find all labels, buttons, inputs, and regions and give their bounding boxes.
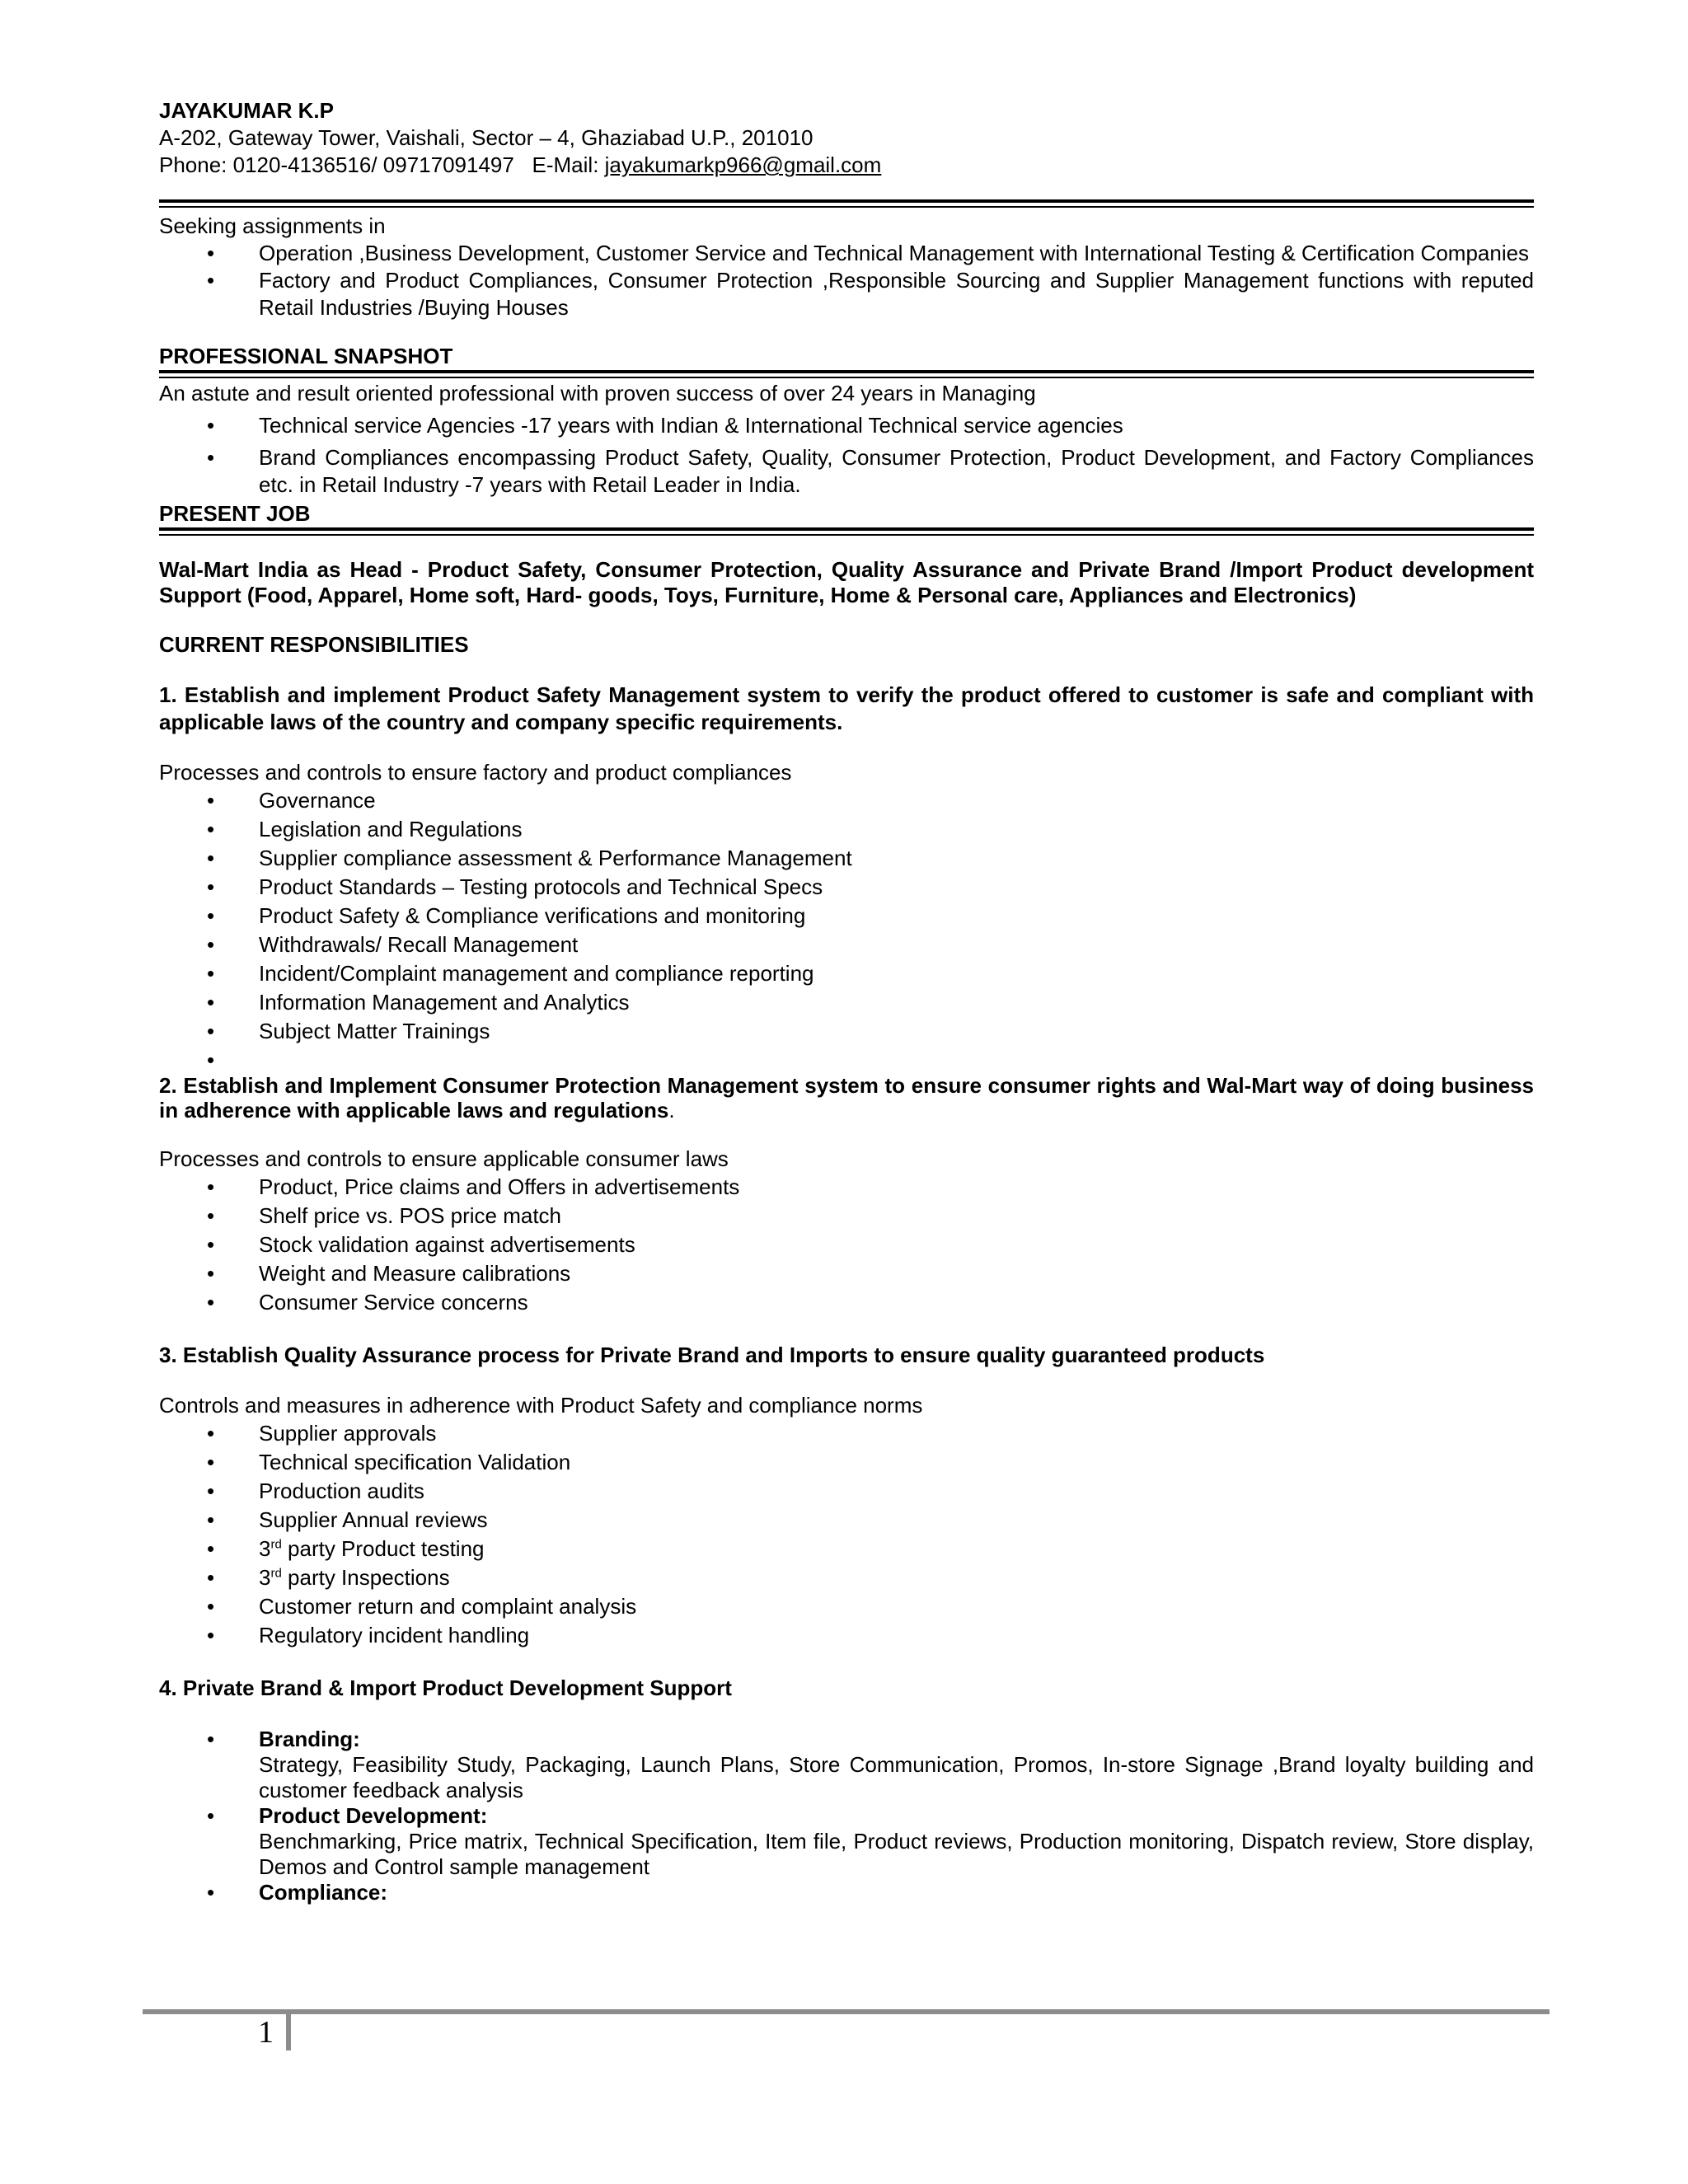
section-4-list xyxy=(159,1727,1534,1905)
branding-label: • Branding: xyxy=(259,1727,360,1751)
snapshot-list xyxy=(159,412,1534,499)
email-link[interactable]: jayakumarkp966@gmail.com xyxy=(604,152,882,177)
ordinal-number: 3 xyxy=(259,1565,271,1590)
list-item: • Information Management and Analytics xyxy=(159,988,1534,1017)
list-item: • Supplier compliance assessment & Performance Management xyxy=(159,844,1534,873)
section-4-title: 4. Private Brand & Import Product Development Support xyxy=(159,1675,732,1700)
list-item: • Product Standards – Testing protocols and Technical Specs xyxy=(159,873,1534,902)
list-item xyxy=(159,1535,1534,1563)
list-item: • Supplier approvals xyxy=(159,1419,1534,1448)
section-1-intro: Processes and controls to ensure factory and product compliances xyxy=(159,760,792,785)
section-2-title xyxy=(159,1073,1534,1122)
list-item: • Weight and Measure calibrations xyxy=(159,1259,1534,1288)
page-number: 1 xyxy=(258,2015,274,2050)
list-item: • Shelf price vs. POS price match xyxy=(159,1202,1534,1230)
list-item: • Governance xyxy=(159,786,1534,815)
list-item: • Product Safety & Compliance verifications and monitoring xyxy=(159,902,1534,930)
section-2-title-end: . xyxy=(668,1098,675,1122)
branding-text: Strategy, Feasibility Study, Packaging, Launch Plans, Store Communication, Promos, In-store Signage ,Brand loyalty building and customer feedback analysis xyxy=(259,1752,1534,1802)
list-item: • Customer return and complaint analysis xyxy=(159,1592,1534,1621)
list-item: • Subject Matter Trainings xyxy=(159,1017,1534,1046)
list-item: • Product, Price claims and Offers in advertisements xyxy=(159,1173,1534,1202)
list-item: • Stock validation against advertisements xyxy=(159,1230,1534,1259)
product-development-text: Benchmarking, Price matrix, Technical Specification, Item file, Product reviews, Production monitoring, Dispatch review, Store display, Demos and Control sample management xyxy=(259,1829,1534,1879)
ordinal-suffix: rd xyxy=(270,1537,282,1552)
current-responsibilities-heading: CURRENT RESPONSIBILITIES xyxy=(159,632,469,657)
professional-snapshot-heading: PROFESSIONAL SNAPSHOT xyxy=(159,344,453,368)
list-item: • Incident/Complaint management and compliance reporting xyxy=(159,959,1534,988)
list-item: • Regulatory incident handling xyxy=(159,1621,1534,1650)
seeking-intro: Seeking assignments in xyxy=(159,213,386,238)
section-2-list xyxy=(159,1173,1534,1317)
compliance-label: • Compliance: xyxy=(259,1880,388,1905)
snapshot-intro: An astute and result oriented professional with proven success of over 24 years in Managing xyxy=(159,381,1036,405)
ordinal-text: party Inspections xyxy=(281,1565,450,1590)
phone-line xyxy=(159,152,1534,179)
section-3-intro: Controls and measures in adherence with Product Safety and compliance norms xyxy=(159,1393,923,1418)
section-2-title-text: 2. Establish and Implement Consumer Protection Management system to ensure consumer rights and Wal-Mart way of doing business in adherence with applicable laws and regulations xyxy=(159,1073,1534,1122)
page-number-bar xyxy=(286,2014,291,2050)
seeking-section xyxy=(159,213,1534,321)
list-item: • Technical service Agencies -17 years with Indian & International Technical service agencies xyxy=(159,412,1534,439)
list-item xyxy=(159,1046,1534,1073)
section-2-intro: Processes and controls to ensure applicable consumer laws xyxy=(159,1146,729,1171)
list-item xyxy=(159,1880,1534,1905)
contact-header xyxy=(159,97,1534,179)
list-item: • Technical specification Validation xyxy=(159,1448,1534,1477)
list-item: • Consumer Service concerns xyxy=(159,1288,1534,1317)
ordinal-text: party Product testing xyxy=(281,1536,485,1561)
list-item: • Supplier Annual reviews xyxy=(159,1506,1534,1535)
section-1-list xyxy=(159,786,1534,1073)
section-3-title: 3. Establish Quality Assurance process for Private Brand and Imports to ensure quality guaranteed products xyxy=(159,1343,1265,1367)
list-item: • Legislation and Regulations xyxy=(159,815,1534,844)
candidate-name: JAYAKUMAR K.P xyxy=(159,98,334,123)
list-item xyxy=(159,1803,1534,1880)
list-item: • Factory and Product Compliances, Consumer Protection ,Responsible Sourcing and Supplier Management functions with reputed Retail Industries /Buying Houses xyxy=(159,267,1534,321)
present-job-heading: PRESENT JOB xyxy=(159,501,311,526)
section-3-list xyxy=(159,1419,1534,1650)
ordinal-number: 3 xyxy=(259,1536,271,1561)
ordinal-suffix: rd xyxy=(270,1566,282,1581)
present-job-divider xyxy=(159,527,1534,536)
section-1-title: 1. Establish and implement Product Safety Management system to verify the product offered to customer is safe and compliant with applicable laws of the country and company specific requirements. xyxy=(159,682,1534,734)
header-divider xyxy=(159,199,1534,208)
present-job-title: Wal-Mart India as Head - Product Safety, Consumer Protection, Quality Assurance and Private Brand /Import Product development Support (Food, Apparel, Home soft, Hard- goods, Toys, Furniture, Home & Personal care, Appliances and Electronics) xyxy=(159,557,1534,607)
product-development-label: • Product Development: xyxy=(259,1803,488,1828)
address-line: A-202, Gateway Tower, Vaishali, Sector – 4, Ghaziabad U.P., 201010 xyxy=(159,125,814,150)
list-item: • Withdrawals/ Recall Management xyxy=(159,930,1534,959)
phone-text: Phone: 0120-4136516/ 09717091497 E-Mail: xyxy=(159,152,605,177)
seeking-list xyxy=(159,240,1534,321)
snapshot-divider xyxy=(159,370,1534,378)
list-item: • Operation ,Business Development, Customer Service and Technical Management with International Testing & Certification Companies xyxy=(159,240,1534,267)
list-item: • Brand Compliances encompassing Product Safety, Quality, Consumer Protection, Product Development, and Factory Compliances etc. in Retail Industry -7 years with Retail Leader in India. xyxy=(159,444,1534,499)
document-content xyxy=(159,97,1534,1905)
list-item: • Production audits xyxy=(159,1477,1534,1506)
list-item xyxy=(159,1727,1534,1803)
footer-divider xyxy=(143,2009,1550,2014)
list-item xyxy=(159,1563,1534,1592)
